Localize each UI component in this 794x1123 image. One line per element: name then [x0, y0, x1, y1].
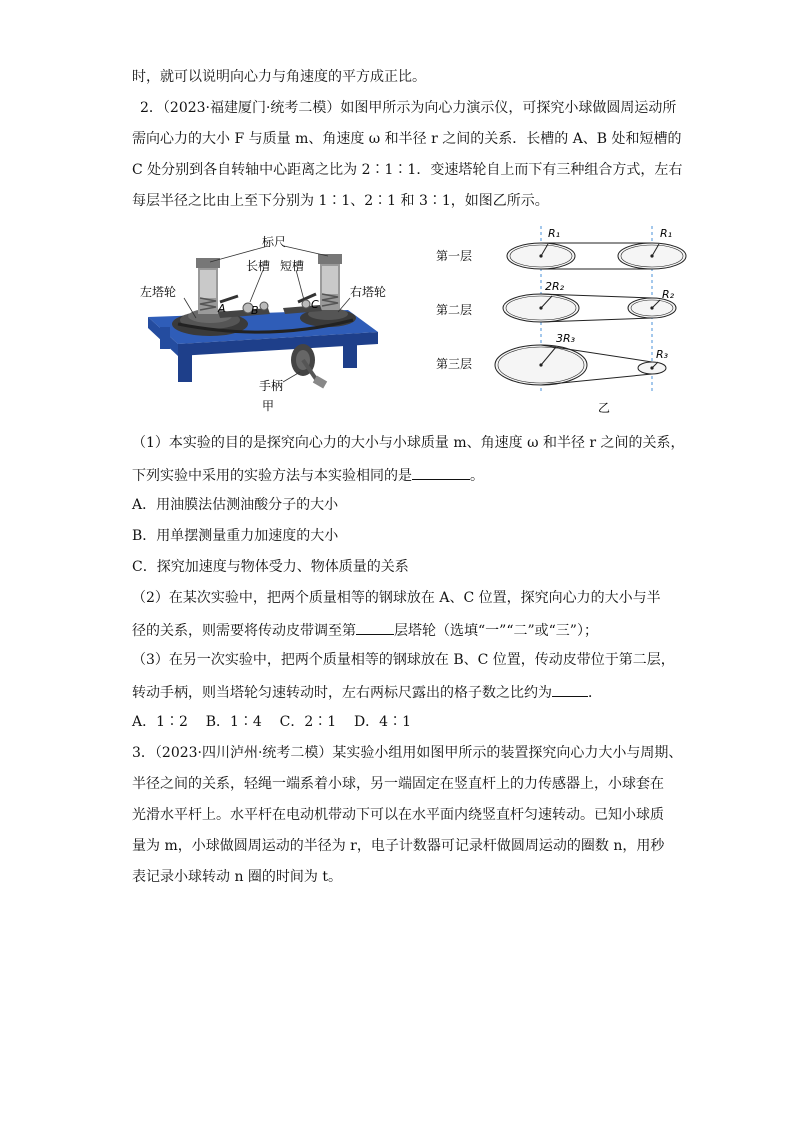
- question-text: 径的关系，则需要将传动皮带调至第: [132, 623, 356, 639]
- radius-label: 2R₂: [545, 280, 565, 293]
- text-line: C 处分别到各自转轴中心距离之比为 2∶1∶1．变速塔轮自上而下有三种组合方式，左右: [132, 162, 683, 178]
- sub-question-3: （3）在另一次实验中，把两个质量相等的钢球放在 B、C 位置，传动皮带位于第二层，: [132, 652, 675, 668]
- radius-label: R₁: [660, 227, 673, 240]
- text-line: 需向心力的大小 F 与质量 m、角速度 ω 和半径 r 之间的关系．长槽的 A、B 处和短槽的: [132, 131, 682, 147]
- question-text: 层塔轮（选填“一”“二”或“三”）；: [394, 623, 598, 639]
- tower-wheel-layers-figure: [430, 222, 690, 418]
- label-b: B: [251, 304, 259, 317]
- question-3-stem: 3．（2023·四川泸州·统考二模）某实验小组用如图甲所示的装置探究向心力大小与周期、: [132, 745, 683, 761]
- label-handle: 手柄: [259, 379, 284, 393]
- text-line: 半径之间的关系，轻绳一端系着小球，另一端固定在竖直杆上的力传感器上，小球套在: [132, 776, 664, 792]
- question-text: 转动手柄，则当塔轮匀速转动时，左右两标尺露出的格子数之比约为: [132, 685, 552, 701]
- label-left-tower: 左塔轮: [140, 285, 177, 299]
- layer-2-label: 第二层: [436, 303, 473, 317]
- answer-blank: [356, 620, 394, 635]
- text-line: 每层半径之比由上至下分别为 1∶1、2∶1 和 3∶1，如图乙所示。: [132, 193, 549, 209]
- sub-question-2: （2）在某次实验中，把两个质量相等的钢球放在 A、C 位置，探究向心力的大小与半: [132, 590, 661, 606]
- radius-label: R₁: [548, 227, 561, 240]
- sub-question-2-line2: [132, 620, 598, 640]
- radius-label: R₂: [662, 288, 675, 301]
- caption-jia: 甲: [262, 399, 275, 413]
- radius-label: R₃: [656, 348, 669, 361]
- question-2-stem: 2．（2023·福建厦门·统考二模）如图甲所示为向心力演示仪，可探究小球做圆周运动所: [140, 100, 677, 116]
- option-c: C．探究加速度与物体受力、物体质量的关系: [132, 559, 409, 575]
- answer-blank: [412, 465, 470, 480]
- option-a: A．用油膜法估测油酸分子的大小: [132, 497, 339, 513]
- text-line: 时，就可以说明向心力与角速度的平方成正比。: [132, 69, 426, 85]
- sub-question-1-line2: [132, 465, 484, 485]
- answer-blank: [552, 682, 588, 697]
- radius-label: 3R₃: [556, 332, 576, 345]
- layer-1-label: 第一层: [436, 249, 473, 263]
- sub-question-3-line2: [132, 682, 602, 702]
- label-c: C: [311, 298, 319, 311]
- sub-question-1: （1）本实验的目的是探究向心力的大小与小球质量 m、角速度 ω 和半径 r 之间的关系，: [132, 435, 685, 451]
- label-short-slot: 短槽: [280, 259, 305, 273]
- label-long-slot: 长槽: [246, 259, 271, 273]
- question-text: 下列实验中采用的实验方法与本实验相同的是: [132, 468, 412, 484]
- layer-3-label: 第三层: [436, 357, 473, 371]
- option-b: B．用单摆测量重力加速度的大小: [132, 528, 339, 544]
- question-text: ．: [588, 685, 602, 701]
- text-line: 量为 m，小球做圆周运动的半径为 r，电子计数器可记录杆做圆周运动的圈数 n，用秒: [132, 838, 665, 854]
- options-3: A．1∶2 B．1∶4 C．2∶1 D．4∶1: [132, 714, 411, 730]
- text-line: 光滑水平杆上。水平杆在电动机带动下可以在水平面内绕竖直杆匀速转动。已知小球质: [132, 807, 664, 823]
- caption-yi: 乙: [598, 401, 611, 415]
- label-right-tower: 右塔轮: [350, 285, 387, 299]
- label-scale: 标尺: [262, 235, 287, 249]
- question-text: 。: [470, 468, 484, 484]
- text-line: 表记录小球转动 n 圈的时间为 t。: [132, 869, 342, 885]
- apparatus-figure: [138, 232, 400, 417]
- label-a: A: [218, 302, 226, 315]
